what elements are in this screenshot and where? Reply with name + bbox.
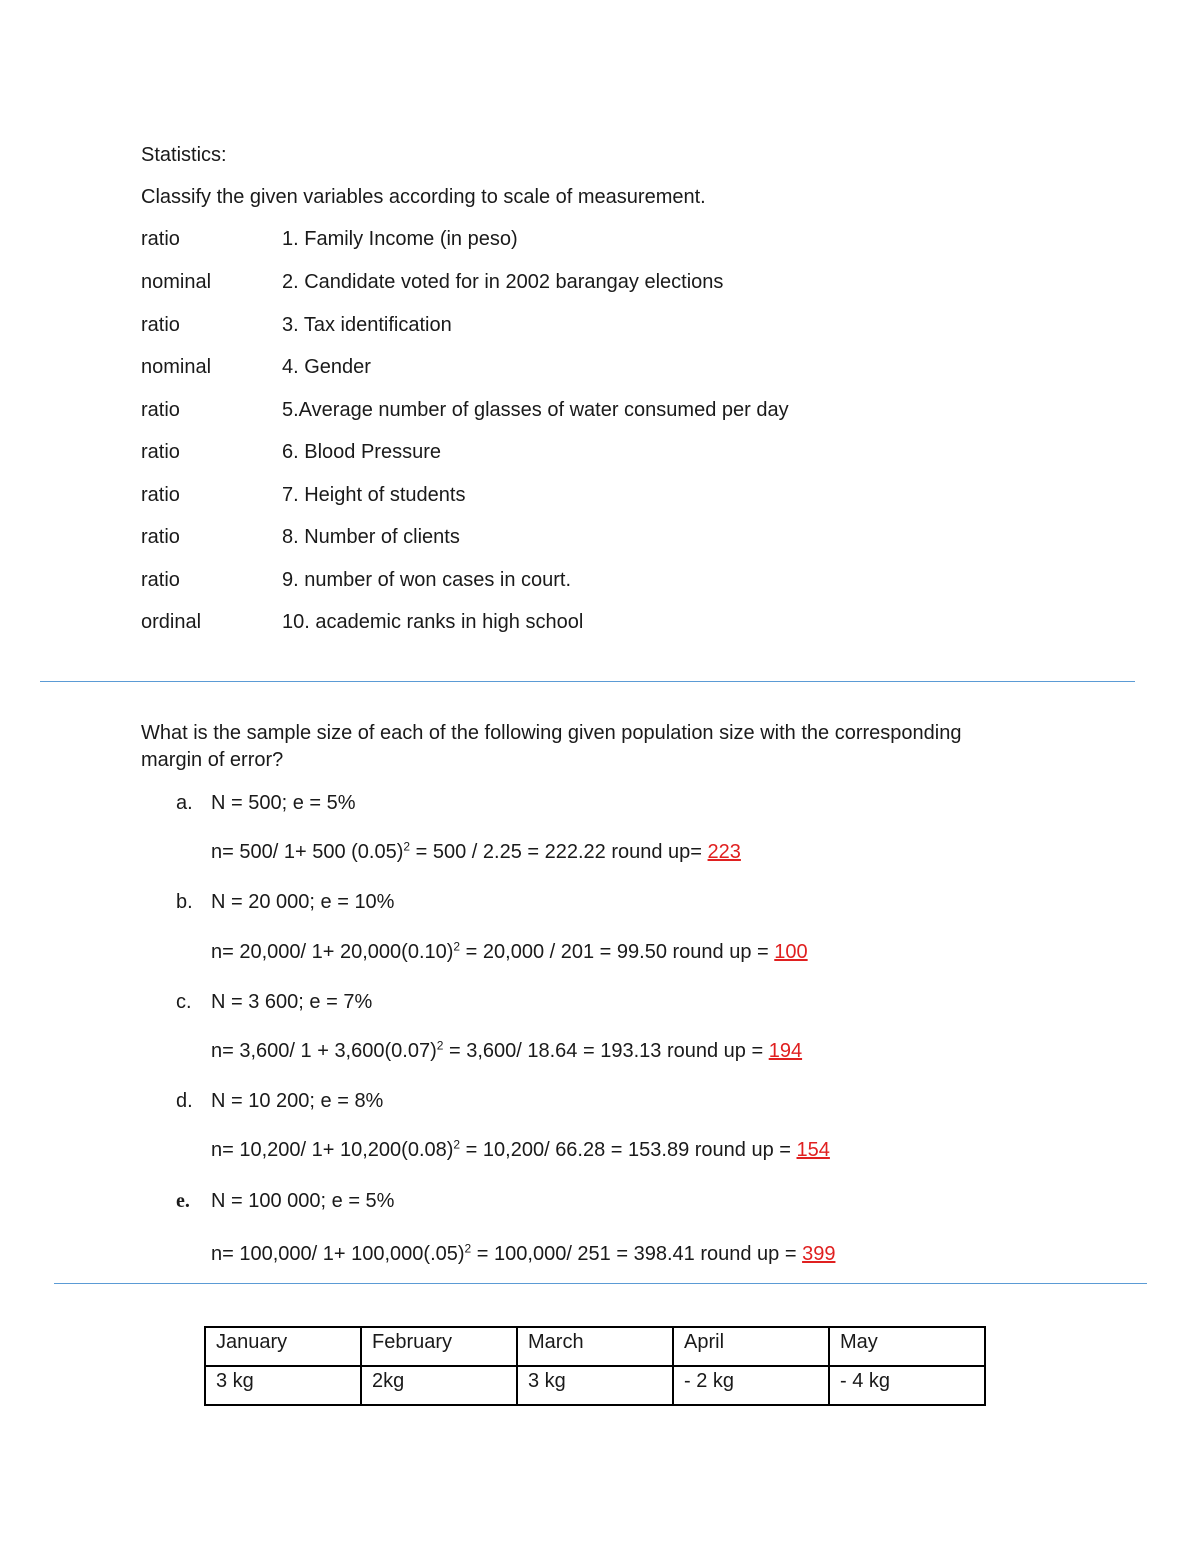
sample-question-line1: What is the sample size of each of the following given population size with the corresponding bbox=[141, 722, 962, 744]
variable-item: 9. number of won cases in court. bbox=[282, 569, 572, 591]
table-header-cell: February bbox=[361, 1327, 517, 1366]
table-header-cell: March bbox=[517, 1327, 673, 1366]
problem-given: N = 20 000; e = 10% bbox=[211, 891, 395, 913]
work-formula: n= 100,000/ 1+ 100,000(.05) bbox=[211, 1243, 465, 1265]
problem-work bbox=[211, 1038, 803, 1062]
answer-value: 154 bbox=[796, 1139, 830, 1161]
exponent: 2 bbox=[453, 1137, 461, 1152]
work-result: = 500 / 2.25 = 222.22 round up= bbox=[410, 841, 708, 863]
section-divider bbox=[54, 1283, 1147, 1284]
scale-label: ratio bbox=[141, 441, 180, 463]
answer-value: 194 bbox=[768, 1040, 803, 1062]
work-formula: n= 10,200/ 1+ 10,200(0.08) bbox=[211, 1139, 454, 1161]
table-header-row bbox=[205, 1327, 985, 1366]
page-heading: Statistics: bbox=[141, 144, 227, 166]
table-header-cell: May bbox=[829, 1327, 985, 1366]
table-cell: - 2 kg bbox=[673, 1366, 829, 1405]
instruction-text: Classify the given variables according to scale of measurement. bbox=[141, 186, 706, 208]
scale-label: ratio bbox=[141, 399, 180, 421]
variable-item: 4. Gender bbox=[282, 356, 371, 378]
scale-label: ratio bbox=[141, 484, 180, 506]
work-result: = 100,000/ 251 = 398.41 round up = bbox=[471, 1243, 803, 1265]
problem-work bbox=[211, 1241, 836, 1265]
variable-item: 1. Family Income (in peso) bbox=[282, 228, 518, 250]
table-row bbox=[205, 1366, 985, 1405]
scale-label: ratio bbox=[141, 228, 180, 250]
exponent: 2 bbox=[453, 939, 461, 954]
problem-given: N = 10 200; e = 8% bbox=[211, 1090, 384, 1112]
variable-item: 6. Blood Pressure bbox=[282, 441, 441, 463]
variable-item: 10. academic ranks in high school bbox=[282, 611, 584, 633]
problem-given: N = 3 600; e = 7% bbox=[211, 991, 373, 1013]
problem-given: N = 500; e = 5% bbox=[211, 792, 356, 814]
table-cell: 2kg bbox=[361, 1366, 517, 1405]
scale-label: ordinal bbox=[141, 611, 202, 633]
problem-work bbox=[211, 939, 808, 963]
problem-work bbox=[211, 839, 741, 863]
table-cell: 3 kg bbox=[205, 1366, 361, 1405]
section-divider bbox=[40, 681, 1135, 682]
table-cell: - 4 kg bbox=[829, 1366, 985, 1405]
month-weight-table bbox=[204, 1326, 986, 1406]
problem-letter: a. bbox=[176, 792, 193, 814]
variable-item: 3. Tax identification bbox=[282, 314, 452, 336]
exponent: 2 bbox=[403, 839, 411, 854]
problem-work bbox=[211, 1137, 830, 1161]
variable-item: 7. Height of students bbox=[282, 484, 466, 506]
answer-value: 223 bbox=[707, 841, 741, 863]
work-formula: n= 20,000/ 1+ 20,000(0.10) bbox=[211, 941, 454, 963]
problem-letter: d. bbox=[176, 1090, 193, 1112]
work-result: = 10,200/ 66.28 = 153.89 round up = bbox=[460, 1139, 797, 1161]
exponent: 2 bbox=[464, 1241, 472, 1256]
answer-value: 399 bbox=[802, 1243, 836, 1265]
work-result: = 3,600/ 18.64 = 193.13 round up = bbox=[443, 1040, 769, 1062]
scale-label: nominal bbox=[141, 356, 212, 378]
problem-letter: b. bbox=[176, 891, 193, 913]
variable-item: 8. Number of clients bbox=[282, 526, 460, 548]
table-header-cell: April bbox=[673, 1327, 829, 1366]
work-formula: n= 3,600/ 1 + 3,600(0.07) bbox=[211, 1040, 437, 1062]
table-cell: 3 kg bbox=[517, 1366, 673, 1405]
scale-label: ratio bbox=[141, 569, 180, 591]
work-result: = 20,000 / 201 = 99.50 round up = bbox=[460, 941, 775, 963]
answer-value: 100 bbox=[774, 941, 808, 963]
exponent: 2 bbox=[436, 1038, 444, 1053]
problem-letter: e. bbox=[176, 1190, 190, 1212]
problem-given: N = 100 000; e = 5% bbox=[211, 1190, 395, 1212]
problem-letter: c. bbox=[176, 991, 192, 1013]
scale-label: nominal bbox=[141, 271, 212, 293]
variable-item: 5.Average number of glasses of water consumed per day bbox=[282, 399, 789, 421]
sample-question-line2: margin of error? bbox=[141, 749, 284, 771]
scale-label: ratio bbox=[141, 314, 180, 336]
scale-label: ratio bbox=[141, 526, 180, 548]
work-formula: n= 500/ 1+ 500 (0.05) bbox=[211, 841, 404, 863]
table-header-cell: January bbox=[205, 1327, 361, 1366]
variable-item: 2. Candidate voted for in 2002 barangay elections bbox=[282, 271, 724, 293]
